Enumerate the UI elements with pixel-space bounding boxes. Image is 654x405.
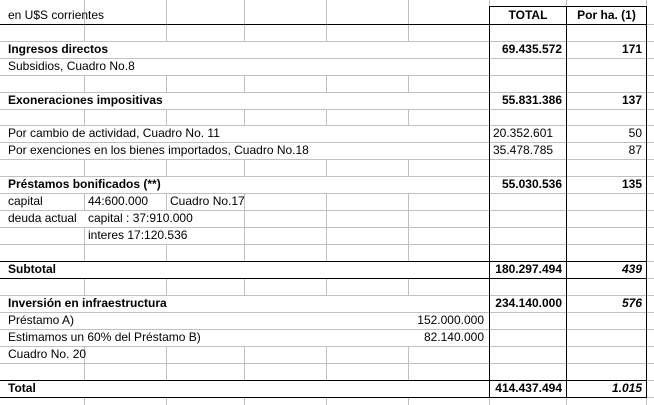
subtotal-label[interactable]: Subtotal: [8, 262, 56, 276]
exoneraciones-total[interactable]: 55.831.386: [501, 93, 562, 107]
gridline-h: [0, 159, 654, 160]
per-ha-column-right-border: [646, 6, 647, 398]
total-column-left-border: [489, 6, 490, 398]
subtotal-total[interactable]: 180.297.494: [495, 262, 562, 276]
cambio-actividad-total[interactable]: 20.352.601: [493, 126, 554, 140]
deuda-label[interactable]: deuda actual: [8, 211, 77, 225]
ingresos-directos-label[interactable]: Ingresos directos: [8, 42, 109, 56]
capital-value[interactable]: 44:600.000: [88, 194, 149, 208]
inversion-per-ha[interactable]: 576: [621, 296, 642, 310]
ingresos-directos-total[interactable]: 69.435.572: [501, 42, 562, 56]
prestamos-per-ha[interactable]: 135: [621, 177, 642, 191]
exenciones-per-ha[interactable]: 87: [628, 143, 642, 157]
inversion-label[interactable]: Inversión en infraestructura: [8, 296, 167, 310]
gridline-h: [0, 363, 654, 364]
total-total[interactable]: 414.437.494: [495, 381, 562, 395]
prestamos-total[interactable]: 55.030.536: [501, 177, 562, 191]
exoneraciones-label[interactable]: Exoneraciones impositivas: [8, 93, 163, 107]
subsidios-label[interactable]: Subsidios, Cuadro No.8: [8, 59, 135, 73]
prestamo-a-label[interactable]: Préstamo A): [8, 313, 75, 327]
cuadro-20-label[interactable]: Cuadro No. 20: [8, 347, 87, 361]
estimamos-amount[interactable]: 82.140.000: [423, 330, 484, 344]
gridline-h: [0, 109, 654, 110]
total-bottom-border: [0, 397, 646, 398]
total-per-ha[interactable]: 1.015: [611, 381, 642, 395]
deuda-value[interactable]: capital : 37:910.000: [88, 211, 193, 225]
capital-label[interactable]: capital: [8, 194, 43, 208]
prestamos-label[interactable]: Préstamos bonificados (**): [8, 177, 161, 191]
subtotal-bottom-border: [0, 278, 646, 279]
cambio-actividad-per-ha[interactable]: 50: [628, 126, 642, 140]
inversion-total[interactable]: 234.140.000: [495, 296, 562, 310]
prestamo-a-amount[interactable]: 152.000.000: [417, 313, 484, 327]
header-per-ha[interactable]: Por ha. (1): [577, 8, 636, 22]
total-label[interactable]: Total: [8, 381, 36, 395]
header-bottom-border: [0, 24, 646, 25]
per-ha-column-left-border: [566, 6, 567, 398]
ingresos-directos-per-ha[interactable]: 171: [621, 42, 642, 56]
exoneraciones-per-ha[interactable]: 137: [621, 93, 642, 107]
exenciones-total[interactable]: 35.478.785: [493, 143, 554, 157]
header-unit-label[interactable]: en U$S corrientes: [8, 8, 105, 22]
header-total[interactable]: TOTAL: [508, 8, 548, 22]
cambio-actividad-label[interactable]: Por cambio de actividad, Cuadro No. 11: [8, 126, 220, 140]
estimamos-label[interactable]: Estimamos un 60% del Préstamo B): [8, 330, 201, 344]
gridline-h: [0, 244, 654, 245]
capital-note[interactable]: Cuadro No.17: [170, 194, 245, 208]
interes-value[interactable]: interes 17:120.536: [88, 228, 188, 242]
gridline-h: [0, 75, 654, 76]
exenciones-label[interactable]: Por exenciones en los bienes importados, Cuadro No.18: [8, 143, 309, 157]
subtotal-per-ha[interactable]: 439: [621, 262, 642, 276]
